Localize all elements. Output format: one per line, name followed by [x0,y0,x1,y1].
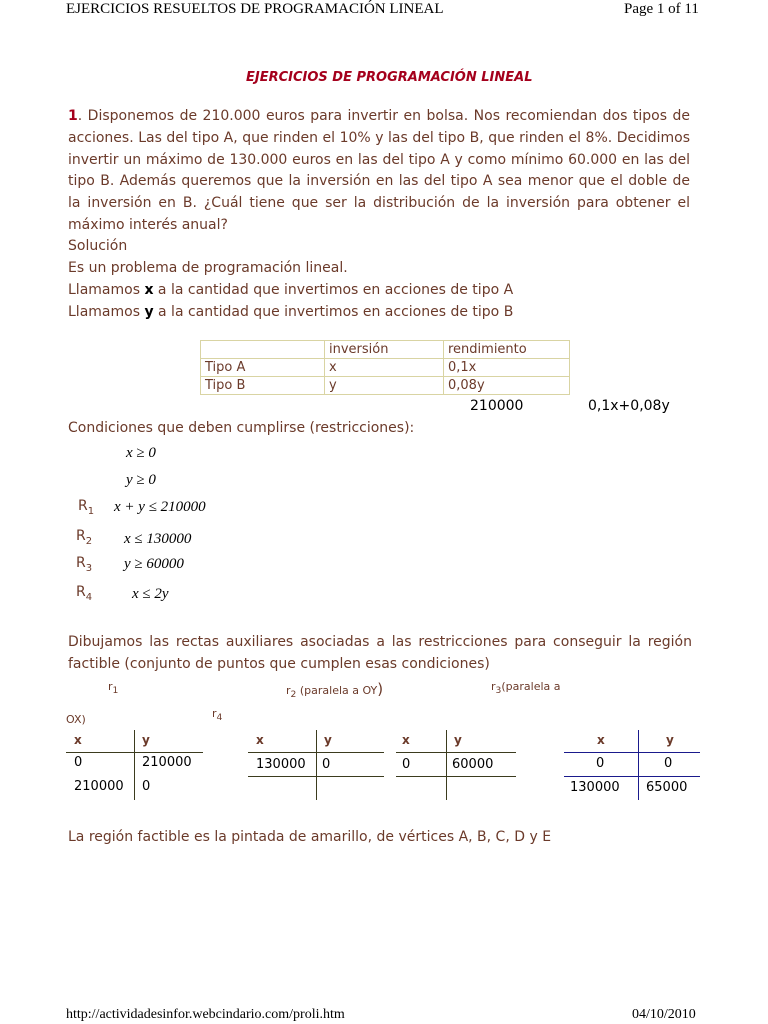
aux-table-2-divider [316,730,317,800]
var-x-prefix: Llamamos [68,282,145,298]
constraint-label-r3 [76,555,92,574]
aux-label-r3 [491,680,561,696]
header-title: EJERCICIOS RESUELTOS DE PROGRAMACIÓN LINEAL [66,1,444,17]
constraint-label-r4 [76,584,92,603]
variable-y-definition [68,304,513,320]
label-r: R [78,498,88,514]
aux-table-4-divider [638,730,639,800]
constraint-r4: x ≤ 2y [132,586,169,602]
aux-table-1-header-x: x [74,733,82,747]
aux-table-4-rule [564,752,700,753]
label-r: r [108,680,113,693]
table-cell: 130000 [570,780,620,795]
constraint-r3: y ≥ 60000 [124,556,184,572]
aux-table-3-rule-lower [396,776,516,777]
var-x-symbol: x [144,282,154,298]
label-sub: 2 [85,535,93,547]
solution-intro: Es un problema de programación lineal. [68,260,348,276]
aux-table-1-divider [134,730,135,800]
variable-x-definition [68,282,513,298]
table-header: rendimiento [444,341,570,359]
constraint-y-nonneg: y ≥ 0 [126,472,156,488]
aux-label-r1 [108,680,118,696]
label-sub: 3 [85,562,93,574]
r2-close: ) [377,680,384,698]
label-sub: 1 [112,685,119,697]
aux-table-3-divider [446,730,447,800]
table-row [201,341,570,359]
page-indicator: Page 1 of 11 [624,1,699,17]
label-sub: 3 [495,685,502,697]
label-r: R [76,555,86,571]
feasible-region-text: La región factible es la pintada de amarillo, de vértices A, B, C, D y E [68,829,552,845]
label-r: r [286,684,291,697]
table-cell: 60000 [452,757,494,772]
problem-number: 1 [68,108,78,124]
aux-table-1-header-y: y [142,733,150,747]
table-cell: 0 [142,779,151,794]
var-x-suffix: a la cantidad que invertimos en acciones de tipo A [153,282,514,298]
label-sub: 4 [216,712,223,724]
solution-label: Solución [68,238,128,254]
document-title: EJERCICIOS DE PROGRAMACIÓN LINEAL [246,70,533,85]
table-cell: x [325,359,444,377]
auxiliary-lines-text: Dibujamos las rectas auxiliares asociadas a las restricciones para conseguir la región factible (conjunto de puntos que cumplen esas condiciones) [68,634,692,672]
total-investment: 210000 [470,398,524,414]
aux-table-4-header-y: y [666,733,674,747]
label-r: R [76,584,86,600]
r2-note: (paralela a OY [296,684,378,697]
total-return: 0,1x+0,08y [588,398,670,414]
table-header: inversión [325,341,444,359]
label-sub: 4 [85,591,93,603]
conditions-label: Condiciones que deben cumplirse (restricciones): [68,420,415,436]
aux-table-3-header-x: x [402,733,410,747]
constraint-label-r1 [78,498,94,517]
footer-date: 04/10/2010 [632,1007,696,1022]
var-y-suffix: a la cantidad que invertimos en acciones de tipo B [153,304,514,320]
table-cell: 130000 [256,757,306,772]
aux-label-r4 [212,707,222,723]
label-r: r [491,680,496,693]
aux-table-2-header-y: y [324,733,332,747]
table-cell: 0 [74,755,83,770]
table-cell: Tipo A [201,359,325,377]
table-cell: 65000 [646,780,688,795]
table-cell: 0 [596,756,605,771]
aux-table-3-rule [396,752,516,753]
label-r: R [76,528,86,544]
table-cell: 0,1x [444,359,570,377]
r3-note: (paralela a [501,680,561,693]
aux-table-4-header-x: x [597,733,605,747]
table-cell: 0 [322,757,331,772]
table-cell: 0,08y [444,377,570,395]
investment-table [200,340,570,395]
table-cell [201,341,325,359]
aux-label-r3-cont: OX) [66,713,86,726]
var-y-symbol: y [144,304,154,320]
footer-url[interactable]: http://actividadesinfor.webcindario.com/proli.htm [66,1007,345,1022]
label-sub: 1 [87,505,95,517]
label-sub: 2 [290,689,297,701]
aux-table-3-header-y: y [454,733,462,747]
aux-table-4-rule-lower [564,776,700,777]
table-cell: 0 [664,756,673,771]
table-cell: 0 [402,757,411,772]
constraint-r2: x ≤ 130000 [124,531,192,547]
constraint-label-r2 [76,528,92,547]
label-r: r [212,707,217,720]
table-cell: 210000 [142,755,192,770]
aux-table-2-header-x: x [256,733,264,747]
problem-text: . Disponemos de 210.000 euros para invertir en bolsa. Nos recomiendan dos tipos de acciones. Las del tipo A, que rinden el 10% y las del tipo B, que rinden el 8%. Decidimos invertir un máximo de 130.000 euros en las del tipo A y como mínimo 60.000 en las del tipo B. Además queremos que la inversión en las del tipo A sea menor que el doble de la inversión en B. ¿Cuál tiene que ser la distribución de la inversión para obtener el máximo interés anual? [68,108,690,233]
table-row [201,377,570,395]
table-cell: y [325,377,444,395]
problem-statement [68,106,690,237]
var-y-prefix: Llamamos [68,304,145,320]
table-row [201,359,570,377]
table-cell: Tipo B [201,377,325,395]
constraint-x-nonneg: x ≥ 0 [126,445,156,461]
aux-label-r2 [286,680,383,700]
table-cell: 210000 [74,779,124,794]
constraint-r1: x + y ≤ 210000 [114,499,206,515]
